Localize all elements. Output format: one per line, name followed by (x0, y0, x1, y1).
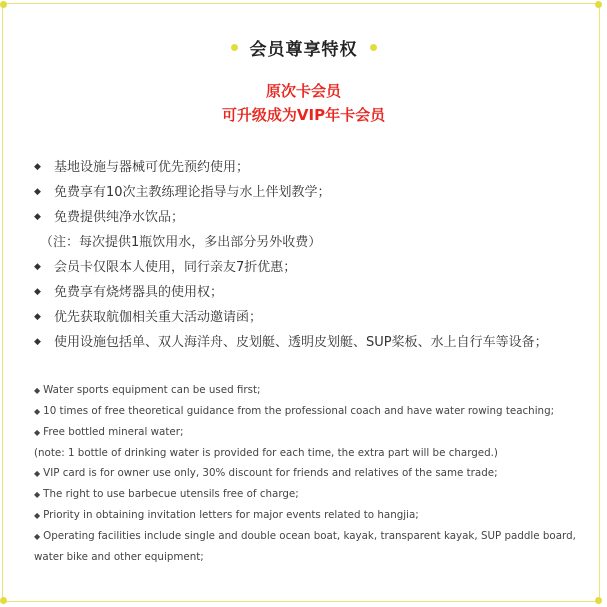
dot-icon (231, 44, 238, 51)
list-item (34, 380, 579, 401)
list-item-text: VIP card is for owner use only, 30% discount for friends and relatives of the same trade; (43, 467, 498, 479)
corner-dot-icon (595, 597, 602, 604)
title-row (0, 34, 607, 60)
list-item (34, 205, 579, 230)
diamond-bullet-icon: ◆ (34, 162, 41, 172)
english-privileges-list (34, 380, 579, 567)
diamond-bullet-icon: ◆ (34, 511, 41, 520)
list-item (34, 526, 579, 567)
corner-dot-icon (595, 1, 602, 8)
diamond-bullet-icon: ◆ (34, 428, 41, 437)
list-item (34, 401, 579, 422)
list-item (34, 305, 579, 330)
list-item-text: Operating facilities include single and double ocean boat, kayak, transparent kayak, SUP paddle board, water bike and other equipment; (34, 530, 576, 563)
list-item-text: 优先获取航伽相关重大活动邀请函； (54, 310, 263, 325)
list-item (34, 330, 579, 355)
list-item-text: Water sports equipment can be used first; (43, 384, 261, 396)
diamond-bullet-icon: ◆ (34, 212, 41, 222)
diamond-bullet-icon: ◆ (34, 490, 41, 499)
chinese-privileges-list (34, 155, 579, 355)
diamond-bullet-icon: ◆ (34, 187, 41, 197)
list-item-text: 免费提供纯净水饮品； (54, 210, 185, 225)
water-note: （注：每次提供1瓶饮用水，多出部分另外收费） (40, 235, 322, 250)
list-item-text: 基地设施与器械可优先预约使用； (54, 160, 250, 175)
dot-icon (370, 44, 377, 51)
list-item-text: Priority in obtaining invitation letters for major events related to hangjia; (43, 509, 419, 521)
water-note-english: (note: 1 bottle of drinking water is provided for each time, the extra part will be charged.) (34, 447, 498, 459)
list-item (34, 484, 579, 505)
list-item (34, 180, 579, 205)
diamond-bullet-icon: ◆ (34, 337, 41, 347)
diamond-bullet-icon: ◆ (34, 469, 41, 478)
diamond-bullet-icon: ◆ (34, 407, 41, 416)
diamond-bullet-icon: ◆ (34, 386, 41, 395)
list-item-text: The right to use barbecue utensils free of charge; (43, 488, 299, 500)
diamond-bullet-icon: ◆ (34, 262, 41, 272)
list-item-text: 免费享有10次主教练理论指导与水上伴划教学； (54, 185, 331, 200)
list-item-text: 免费享有烧烤器具的使用权； (54, 285, 224, 300)
page-title: 会员尊享特权 (249, 39, 358, 60)
list-item (34, 155, 579, 180)
corner-dot-icon (0, 1, 7, 8)
list-item (34, 505, 579, 526)
promo-line-2: 可升级成为VIP年卡会员 (221, 106, 386, 124)
list-item-text: 使用设施包括单、双人海洋舟、皮划艇、透明皮划艇、SUP桨板、水上自行车等设备； (54, 335, 548, 350)
list-item (34, 422, 579, 443)
list-item (34, 463, 579, 484)
corner-dot-icon (0, 597, 7, 604)
list-item-text: Free bottled mineral water; (43, 426, 184, 438)
diamond-bullet-icon: ◆ (34, 287, 41, 297)
diamond-bullet-icon: ◆ (34, 312, 41, 322)
list-item (34, 255, 579, 280)
list-item-text: 10 times of free theoretical guidance from the professional coach and have water rowing teaching; (43, 405, 555, 417)
diamond-bullet-icon: ◆ (34, 532, 41, 541)
list-item-text: 会员卡仅限本人使用，同行亲友7折优惠； (54, 260, 297, 275)
list-item (34, 280, 579, 305)
promo-line-1: 原次卡会员 (265, 82, 341, 100)
